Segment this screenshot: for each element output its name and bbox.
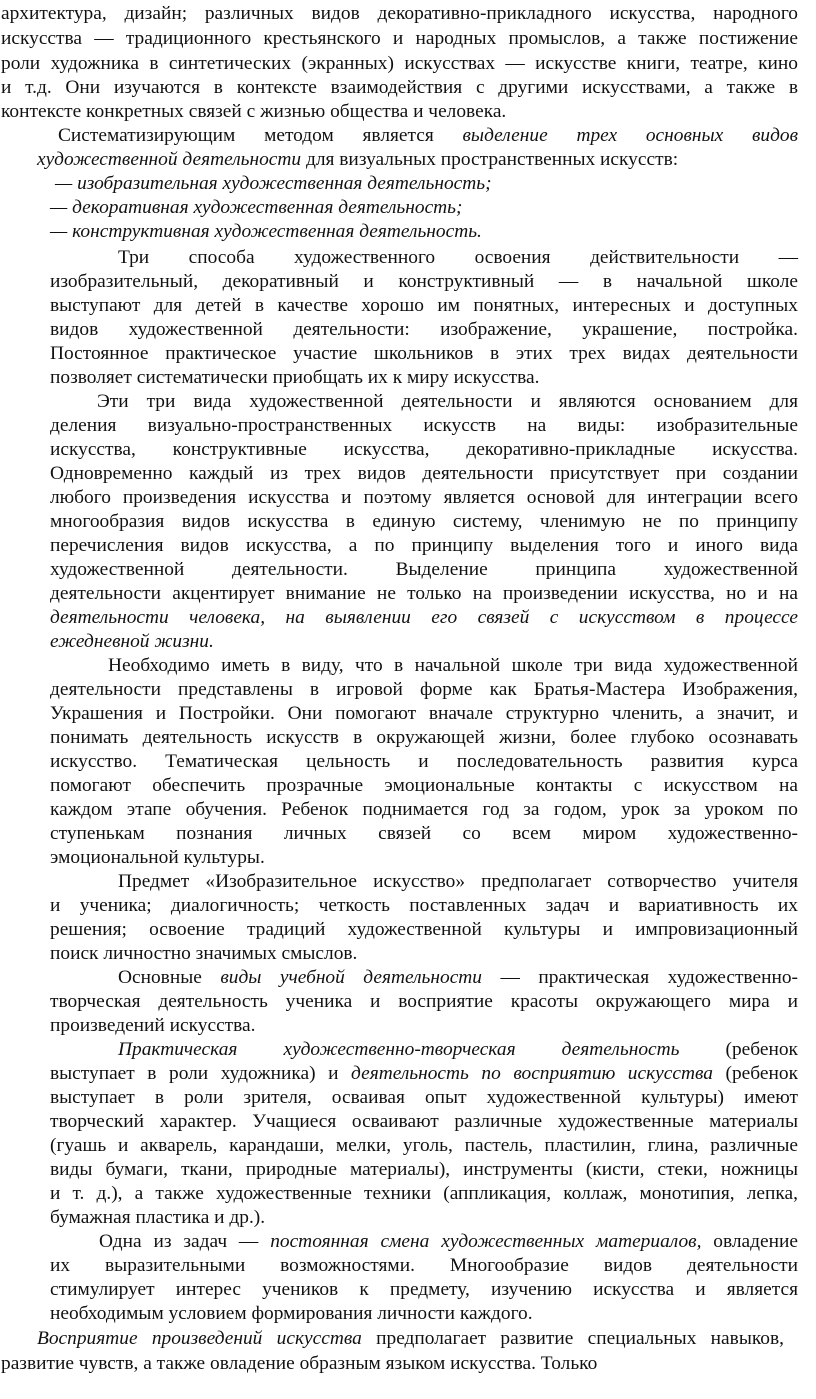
text-line: Эти три вида художественной деятельности и являются основанием для [97,391,798,412]
text-line: многообразия видов искусства в единую систему, членимую не по принципу [50,511,798,532]
text-line: выступают для детей в качестве хорошо им понятных, интересных и доступных [50,295,798,316]
text-line: стимулирует интерес учеников к предмету, изучению искусства и является [50,1279,798,1300]
italic-text: художественной деятельности [37,149,302,170]
text-line: любого произведения искусства и поэтому является основой для интеграции всего [50,487,798,508]
text-line: выступает в роли зрителя, осваивая опыт художественной культуры) имеют [50,1087,798,1108]
text-span: — практическая художественно- [482,967,798,988]
italic-text: ежедневной жизни. [50,631,214,652]
text-line: роли художника в синтетических (экранных) искусствах — искусстве книги, театре, кино [1,53,798,74]
text-line: искусства — традиционного крестьянского и народных промыслов, а также постижение [1,28,798,49]
text-line: помогают обеспечить прозрачные эмоциональные контакты с искусством на [50,775,798,796]
list-item: — конструктивная художественная деятельность. [50,221,482,242]
text-line [50,1062,798,1088]
text-span: для визуальных пространственных искусств: [301,149,679,170]
text-line: контексте конкретных связей с жизнью общества и человека. [1,101,507,122]
italic-text: Практическая художественно-творческая деятельность [118,1039,680,1060]
text-line: искусства, конструктивные искусства, декоративно-прикладные искусства. [50,439,798,460]
text-line: позволяет систематически приобщать их к миру искусства. [50,367,540,388]
text-line: необходимым условием формирования личности каждого. [50,1303,533,1324]
italic-text: Восприятие произведений искусства [37,1328,362,1349]
text-line: развитие чувств, а также овладение образным языком искусства. Только [1,1353,598,1374]
text-line: творческая деятельность ученика и восприятие красоты окружающего мира и [50,991,798,1012]
text-line: ступенькам познания личных связей со всем миром художественно- [50,823,798,844]
text-line [118,1038,798,1064]
text-span: (ребенок [679,1039,798,1060]
text-line: деятельности представлены в игровой форме как Братья-Мастера Изображения, [50,679,798,700]
text-line: решения; освоение традиций художественной культуры и импровизационный [50,919,798,940]
text-line [37,148,798,174]
text-line: Три способа художественного освоения действительности — [118,247,798,268]
italic-text: виды учебной деятельности [220,967,482,988]
italic-text: деятельность по восприятию искусства [351,1063,713,1084]
text-line: поиск личностно значимых смыслов. [50,943,358,964]
text-line: эмоциональной культуры. [50,847,265,868]
text-line [58,124,798,150]
text-line: перечисления видов искусства, а по принципу выделения того и иного вида [50,535,798,556]
text-line: и т. д.), а также художественные техники (аппликация, коллаж, монотипия, лепка, [50,1183,798,1204]
text-span: предполагает развитие специальных навыков, [361,1328,784,1349]
text-line: и т.д. Они изучаются в контексте взаимодействия с другими искусствами, а также в [1,77,798,98]
text-line: Предмет «Изобразительное искусство» предполагает сотворчество учителя [118,871,798,892]
text-line: и ученика; диалогичность; четкость поставленных задач и вариативность их [50,895,798,916]
text-line: каждом этапе обучения. Ребенок поднимается год за годом, урок за уроком по [50,799,798,820]
text-line: произведений искусства. [50,1015,256,1036]
italic-text: выделение трех основных видов [462,125,799,146]
text-line: творческий характер. Учащиеся осваивают различные художественные материалы [50,1111,798,1132]
text-span: Основные [118,967,221,988]
list-item: — декоративная художественная деятельность; [50,197,463,218]
text-line: Постоянное практическое участие школьников в этих трех видах деятельности [50,343,798,364]
text-line: (гуашь и акварель, карандаши, мелки, уголь, пастель, пластилин, глина, различные [50,1135,798,1156]
text-line [118,966,798,992]
text-line: архитектура, дизайн; различных видов декоративно-прикладного искусства, народного [1,3,798,24]
text-line: изобразительный, декоративный и конструктивный — в начальной школе [50,271,798,292]
text-line [37,1327,784,1353]
text-line: Необходимо иметь в виду, что в начальной школе три вида художественной [108,655,798,676]
text-span: Одна из задач — [99,1231,271,1252]
text-span: Систематизирующим методом является [58,125,463,146]
text-line: деятельности акцентирует внимание не только на произведении искусства, но и на [50,583,798,604]
text-span: (ребенок [712,1063,798,1084]
text-span: овладение [701,1231,798,1252]
text-line: художественной деятельности. Выделение принципа художественной [50,559,798,580]
text-line: Украшения и Постройки. Они помогают вначале структурно членить, а значит, и [50,703,798,724]
text-line: Одновременно каждый из трех видов деятельности присутствует при создании [50,463,798,484]
text-line: виды бумаги, ткани, природные материалы), инструменты (кисти, стеки, ножницы [50,1159,798,1180]
text-line [99,1230,798,1256]
text-span: выступает в роли художника) и [50,1063,352,1084]
text-line: деления визуально-пространственных искусств на виды: изобразительные [50,415,798,436]
italic-text: деятельности человека, на выявлении его связей с искусством в процессе [50,607,798,628]
text-line: видов художественной деятельности: изображение, украшение, постройка. [50,319,798,340]
text-line: понимать деятельность искусств в окружающей жизни, более глубоко осознавать [50,727,798,748]
italic-text: постоянная смена художественных материалов, [270,1231,702,1252]
list-item: — изобразительная художественная деятельность; [55,173,492,194]
text-line: бумажная пластика и др.). [50,1207,266,1228]
text-line: их выразительными возможностями. Многообразие видов деятельности [50,1255,798,1276]
text-line: искусство. Тематическая цельность и последовательность развития курса [50,751,798,772]
